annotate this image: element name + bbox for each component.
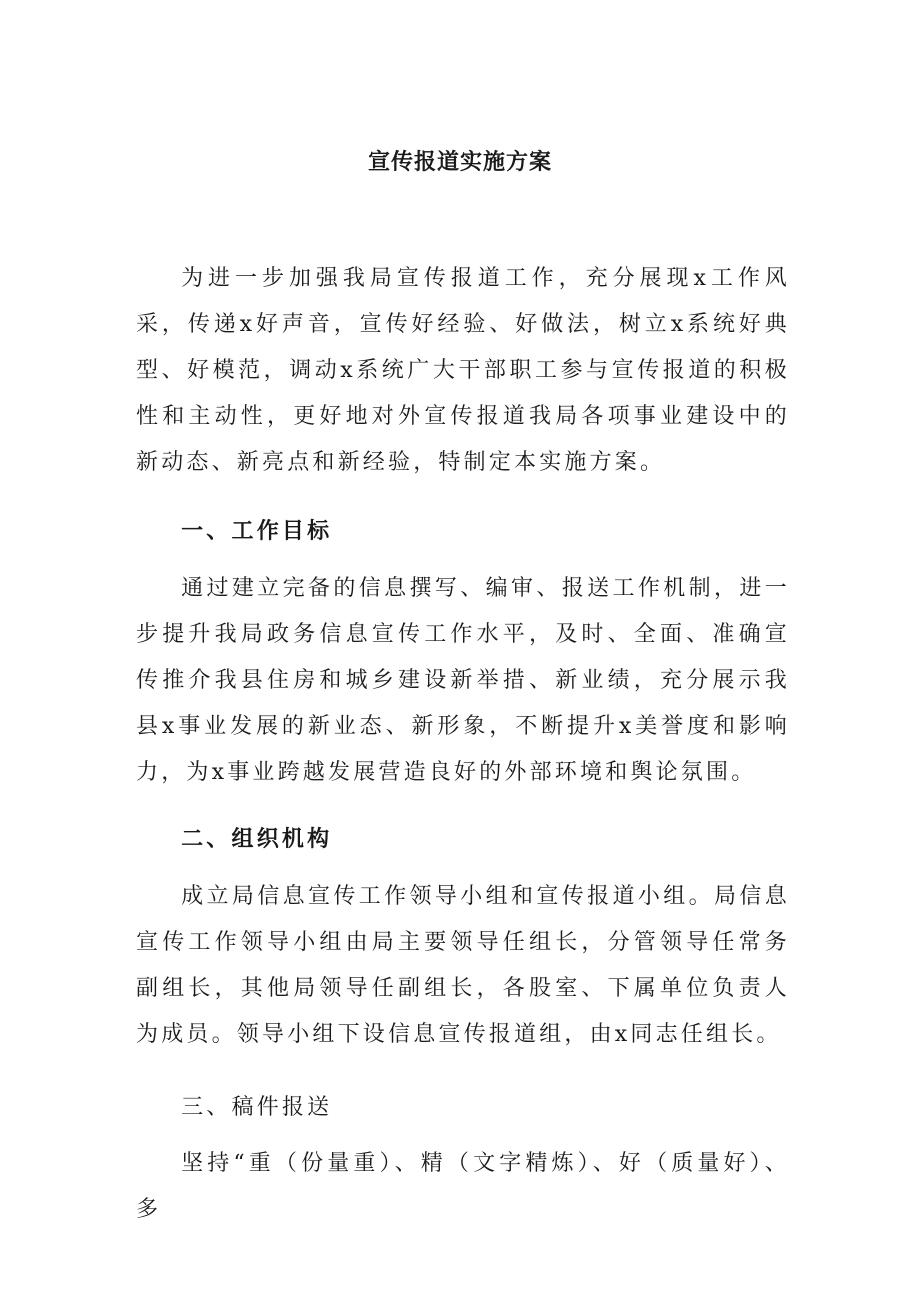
section-heading-3 [136,1085,790,1131]
document-title: 宣传报道实施方案 [367,149,552,175]
section-body-text: 成立局信息宣传工作领导小组和宣传报道小组。局信息宣传工作领导小组由局主要领导任组长，分管领导任常务副组长，其他局领导任副组长，各股室、下属单位负责人为成员。领导小组下设信息宣传报道组，由x同志任组长。 [136,884,790,1047]
section-heading-text: 一、工作目标 [181,518,333,544]
intro-text: 为进一步加强我局宣传报道工作，充分展现x工作风采，传递x好声音，宣传好经验、好做法，树立x系统好典型、好模范，调动x系统广大干部职工参与宣传报道的积极性和主动性，更好地对外宣传报道我局各项事业建设中的新动态、新亮点和新经验，特制定本实施方案。 [136,266,790,475]
section-heading-2 [136,816,790,862]
section-paragraph-1 [136,566,790,796]
section-body-text: 通过建立完备的信息撰写、编审、报送工作机制，进一步提升我局政务信息宣传工作水平，及时、全面、准确宣传推介我县住房和城乡建设新举措、新业绩，充分展示我县x事业发展的新业态、新形象，不断提升x美誉度和影响力，为x事业跨越发展营造良好的外部环境和舆论氛围。 [136,576,790,785]
section-paragraph-2 [136,874,790,1058]
section-body-text: 坚持“重（份量重）、精（文字精炼）、好（质量好）、多 [136,1151,790,1222]
section-heading-text: 二、组织机构 [181,826,333,852]
section-paragraph-3 [136,1141,790,1233]
section-heading-text: 三、稿件报送 [181,1095,333,1120]
section-heading-1 [136,508,790,554]
intro-paragraph [136,256,790,486]
